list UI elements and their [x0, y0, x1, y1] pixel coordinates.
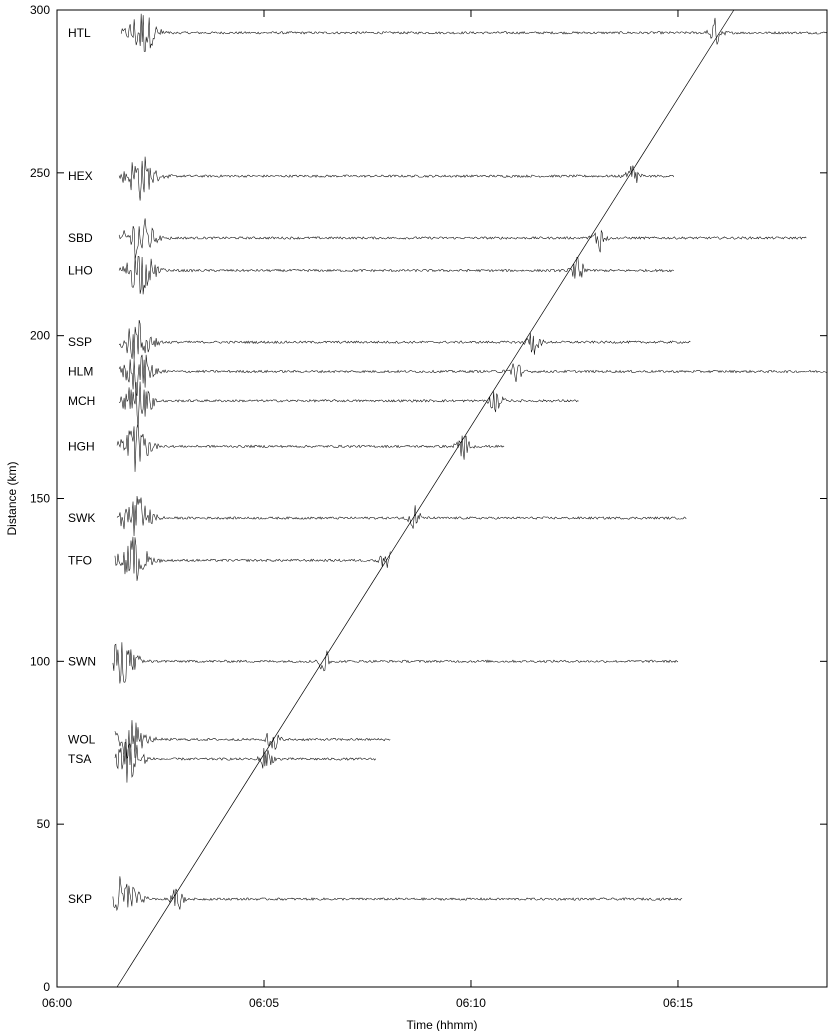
seismic-trace-ssp	[119, 320, 690, 360]
x-tick-label: 06:00	[41, 996, 73, 1010]
seismic-trace-swn	[113, 642, 678, 683]
station-label-sbd: SBD	[68, 230, 93, 245]
x-tick-label: 06:05	[248, 996, 280, 1010]
station-label-swn: SWN	[68, 654, 96, 669]
x-tick-label: 06:10	[455, 996, 486, 1010]
station-label-mch: MCH	[68, 393, 96, 408]
y-tick-label: 150	[29, 491, 50, 506]
seismic-trace-swk	[117, 496, 686, 536]
station-label-hex: HEX	[68, 169, 93, 184]
seismic-trace-sbd	[119, 218, 806, 259]
station-label-ssp: SSP	[68, 335, 93, 350]
y-tick-label: 0	[43, 980, 50, 994]
seismic-trace-tfo	[115, 537, 390, 581]
plot-frame	[57, 10, 827, 987]
station-label-wol: WOL	[68, 732, 96, 747]
seismic-trace-wol	[115, 720, 390, 765]
station-label-skp: SKP	[68, 892, 93, 907]
seismic-trace-lho	[119, 256, 674, 294]
y-axis-label: Distance (km)	[5, 461, 19, 536]
seismic-trace-htl	[121, 14, 827, 52]
seismic-trace-tsa	[115, 739, 376, 783]
station-label-swk: SWK	[68, 511, 96, 526]
seismic-trace-hex	[119, 157, 674, 201]
station-label-lho: LHO	[68, 263, 93, 278]
y-tick-label: 200	[29, 328, 50, 343]
station-label-tsa: TSA	[68, 752, 92, 767]
x-tick-label: 06:15	[662, 996, 693, 1010]
seismic-trace-mch	[119, 382, 579, 428]
station-label-hgh: HGH	[68, 439, 95, 454]
seismic-trace-hlm	[119, 355, 827, 396]
station-label-htl: HTL	[68, 25, 91, 40]
y-tick-label: 100	[29, 654, 50, 669]
station-label-hlm: HLM	[68, 364, 94, 379]
y-tick-label: 50	[36, 817, 50, 832]
y-tick-label: 250	[29, 165, 50, 180]
moveout-line	[117, 10, 734, 987]
seismic-trace-skp	[113, 876, 682, 910]
seismic-trace-hgh	[117, 423, 504, 472]
x-axis-label: Time (hhmm)	[406, 1018, 478, 1031]
y-tick-label: 300	[29, 3, 50, 17]
station-label-tfo: TFO	[68, 553, 92, 568]
